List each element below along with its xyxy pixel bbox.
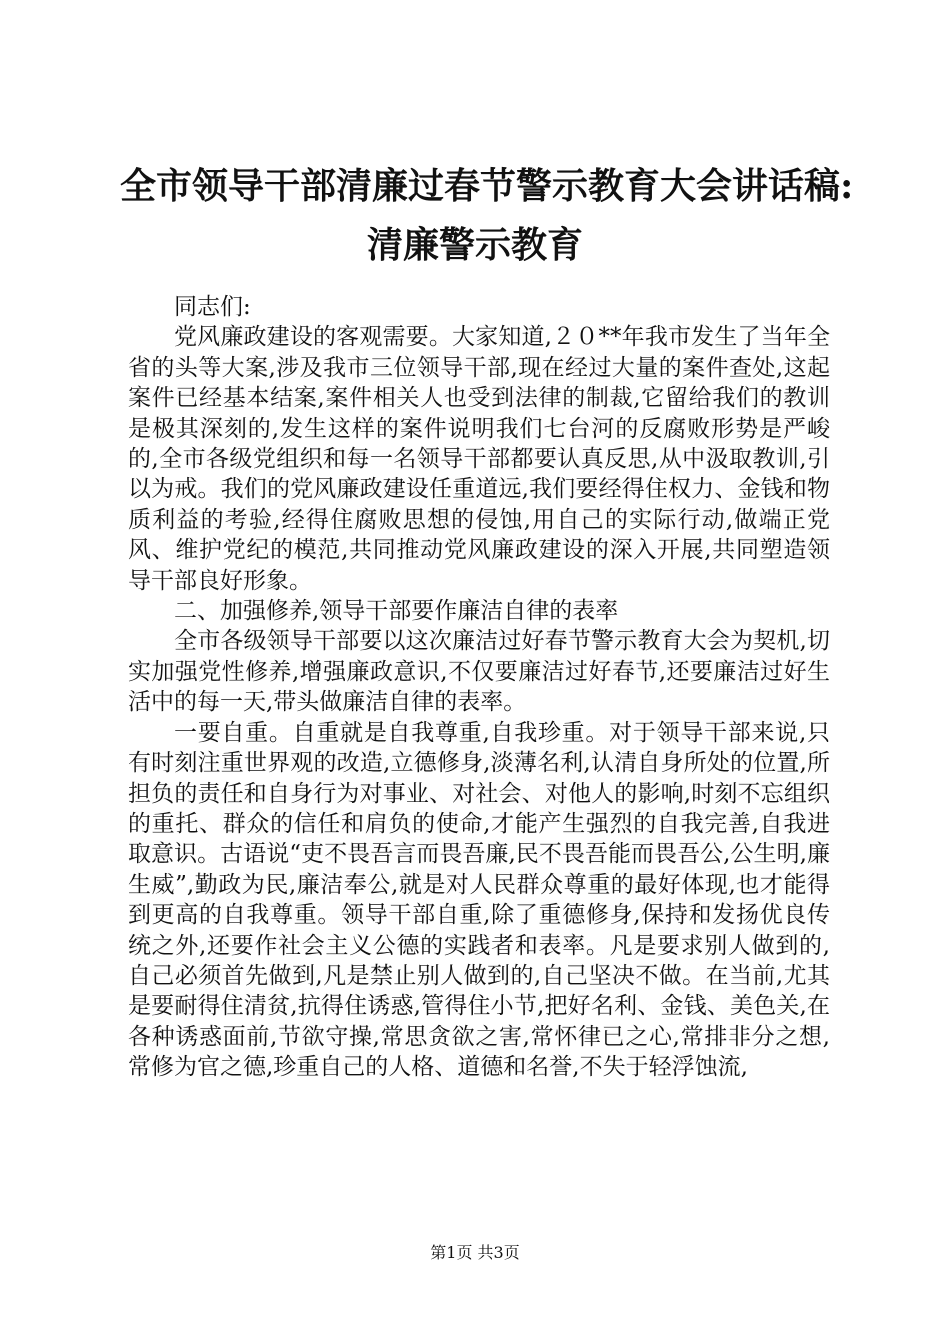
salutation-paragraph: 同志们: (174, 294, 251, 320)
body-paragraph: 一要自重。自重就是自我尊重,自我珍重。对于领导干部来说,只有时刻注重世界观的改造,立德修身,淡薄名利,认清自身所处的位置,所担负的责任和自身行为对事业、对社会、对他人的影响,时刻不忘组织的重托、群众的信任和肩负的使命,才能产生强烈的自我完善,自我进取意识。古语说“吏不畏吾言而畏吾廉,民不畏吾能而畏吾公,公生明,廉生威”,勤政为民,廉洁奉公,就是对人民群众尊重的最好体现,也才能得到更高的自我尊重。领导干部自重,除了重德修身,保持和发扬优良传统之外,还要作社会主义公德的实践者和表率。凡是要求别人做到的,自己必须首先做到,凡是禁止别人做到的,自己坚决不做。在当前,尤其是要耐得住清贫,抗得住诱惑,管得住小节,把好名利、金钱、美色关,在各种诱惑面前,节欲守操,常思贪欲之害,常怀律已之心,常排非分之想,常修为官之德,珍重自己的人格、道德和名誉,不失于轻浮蚀流, (128, 719, 830, 1081)
document-body (128, 292, 830, 1083)
document-title-line-2: 清廉警示教育 (366, 224, 583, 266)
body-paragraph: 全市各级领导干部要以这次廉洁过好春节警示教育大会为契机,切实加强党性修养,增强廉政意识,不仅要廉洁过好春节,还要廉洁过好生活中的每一天,带头做廉洁自律的表率。 (128, 628, 830, 716)
section-heading: 二、加强修养,领导干部要作廉洁自律的表率 (174, 598, 619, 625)
page-footer: 第1页 共3页 (430, 1243, 520, 1262)
body-paragraph: 党风廉政建设的客观需要。大家知道,２０**年我市发生了当年全省的头等大案,涉及我市三位领导干部,现在经过大量的案件查处,这起案件已经基本结案,案件相关人也受到法律的制裁,它留给我们的教训是极其深刻的,发生这样的案件说明我们七台河的反腐败形势是严峻的,全市各级党组织和每一名领导干部都要认真反思,从中汲取教训,引以为戒。我们的党风廉政建设任重道远,我们要经得住权力、金钱和物质利益的考验,经得住腐败思想的侵蚀,用自己的实际行动,做端正党风、维护党纪的模范,共同推动党风廉政建设的深入开展,共同塑造领导干部良好形象。 (128, 324, 830, 594)
document-title-line-1: 全市领导干部清廉过春节警示教育大会讲话稿: (120, 165, 854, 207)
